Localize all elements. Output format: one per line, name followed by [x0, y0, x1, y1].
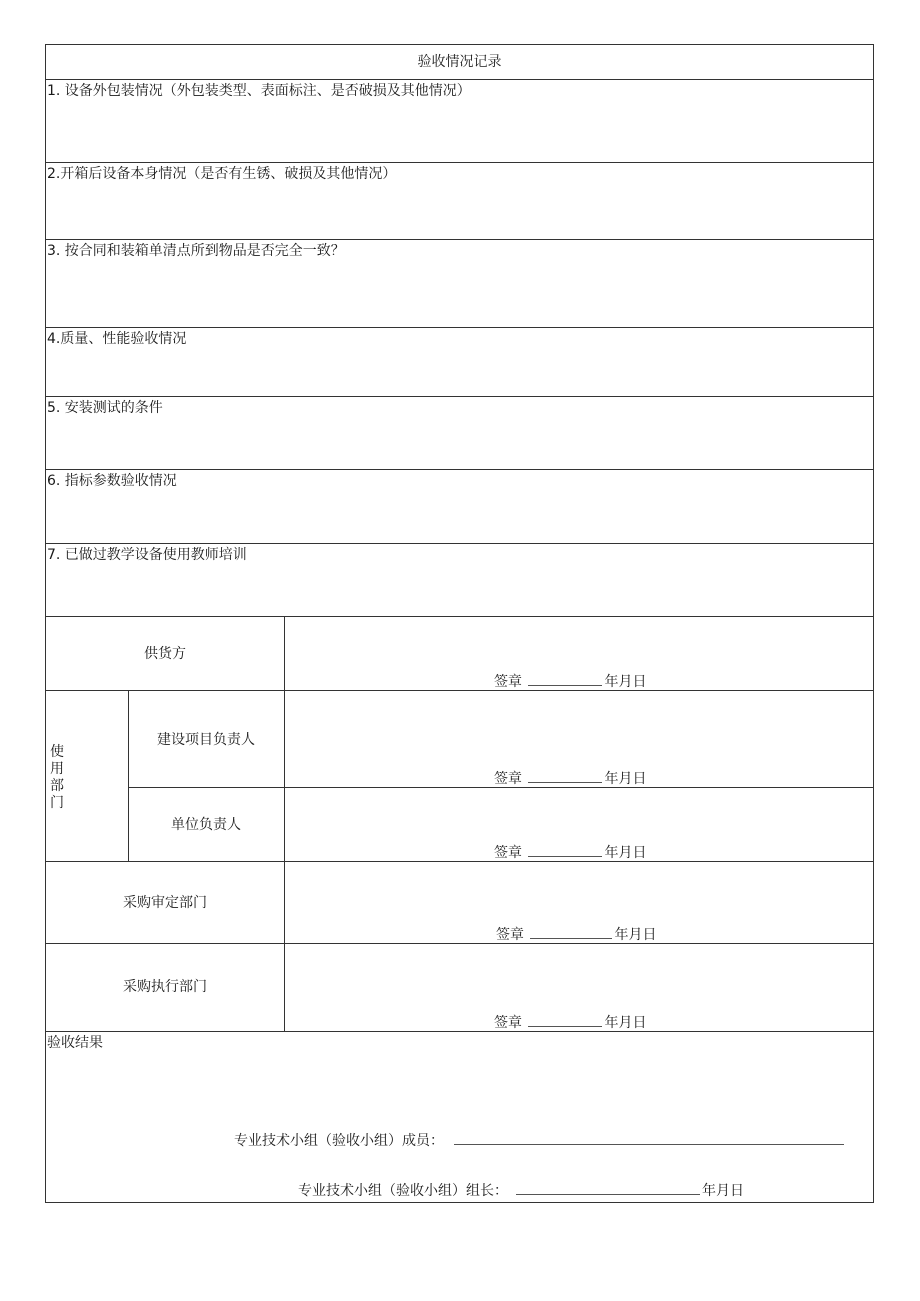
divider: [128, 787, 873, 788]
divider: [46, 396, 873, 397]
divider: [46, 943, 873, 944]
members-line: 专业技术小组（验收小组）成员：: [234, 1130, 846, 1150]
project-lead-label: 建设项目负责人: [157, 732, 255, 748]
acceptance-form: [45, 44, 874, 1203]
procurement-review-sign-line: 签章 年月日: [496, 924, 656, 944]
divider: [46, 327, 873, 328]
item-4-label: 4.质量、性能验收情况: [47, 331, 187, 347]
form-title: 验收情况记录: [417, 54, 502, 70]
supplier-label: 供货方: [144, 646, 186, 662]
signoff-column-divider: [284, 616, 285, 1031]
user-dept-divider: [128, 690, 129, 861]
divider: [46, 239, 873, 240]
divider: [46, 79, 873, 80]
divider: [46, 861, 873, 862]
item-2-label: 2.开箱后设备本身情况（是否有生锈、破损及其他情况）: [47, 166, 397, 182]
procurement-review-label: 采购审定部门: [123, 895, 207, 911]
divider: [46, 469, 873, 470]
project-lead-sign-line: 签章 年月日: [494, 768, 646, 788]
item-6-label: 6. 指标参数验收情况: [47, 473, 177, 489]
procurement-exec-label: 采购执行部门: [123, 979, 207, 995]
item-3-label: 3. 按合同和装箱单清点所到物品是否完全一致？: [47, 243, 345, 259]
unit-lead-sign-line: 签章 年月日: [494, 842, 646, 862]
item-5-label: 5. 安装测试的条件: [47, 400, 163, 416]
item-7-label: 7. 已做过教学设备使用教师培训: [47, 547, 247, 563]
divider: [46, 162, 873, 163]
unit-lead-label: 单位负责人: [171, 817, 241, 833]
result-label: 验收结果: [47, 1035, 103, 1051]
divider: [46, 543, 873, 544]
procurement-exec-sign-line: 签章 年月日: [494, 1012, 646, 1032]
divider: [46, 616, 873, 617]
divider: [46, 1031, 873, 1032]
leader-line: 专业技术小组（验收小组）组长： 年月日: [298, 1180, 744, 1200]
item-1-label: 1. 设备外包装情况（外包装类型、表面标注、是否破损及其他情况）: [47, 83, 471, 99]
user-dept-label: 使 用 部 门: [50, 744, 64, 811]
divider: [46, 690, 873, 691]
supplier-sign-line: 签章 年月日: [494, 671, 646, 691]
